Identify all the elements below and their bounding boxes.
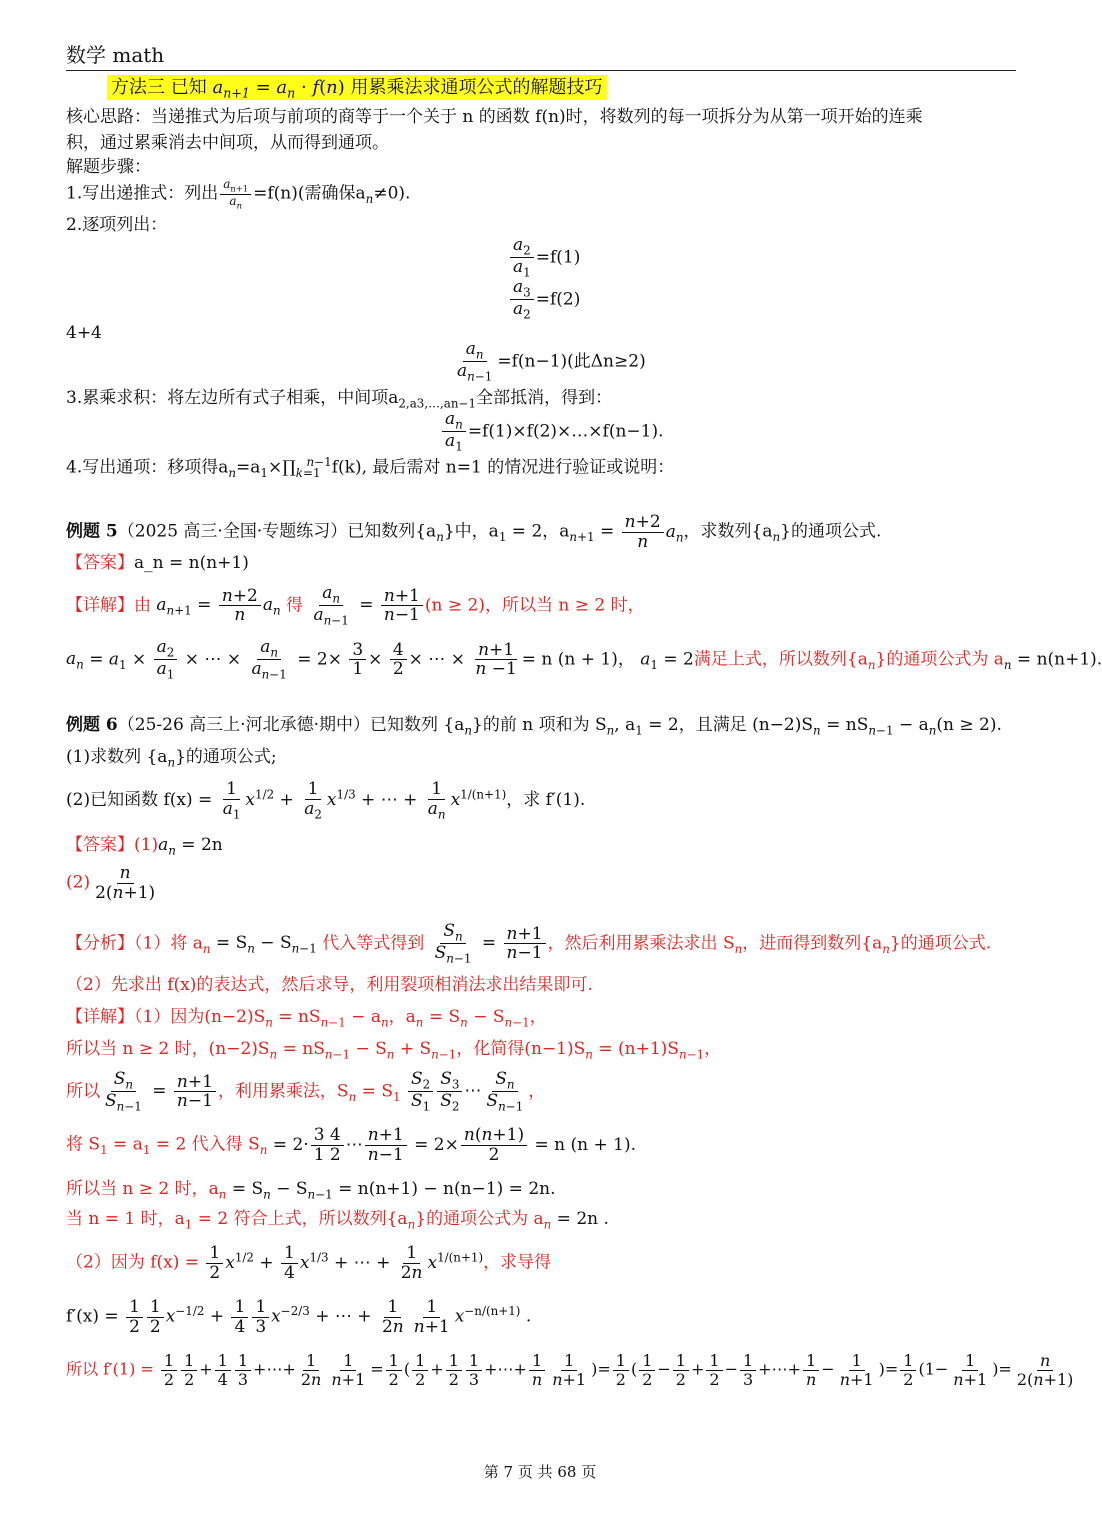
header-rule — [66, 70, 1016, 71]
page-footer: 第 7 页 共 68 页 — [483, 1463, 597, 1481]
example6-answer1: 【答案】$(1)a_n = 2n$ — [66, 835, 223, 858]
equation-2: $\frac{a_3}{a_2}$ =f(2) — [508, 278, 580, 322]
page-header: 数学 math — [66, 43, 165, 67]
example5-stem: 例题 5（2025 高三·全国·专题练习）已知数列$\{a_n\}$中，$a_1 = 2$，$a_{n+1}$ = $\frac{n+2}{n}$ $a_n$，求数列$\{a_n\}$的通项公式. — [66, 512, 882, 552]
example6-answer2: (2) $\frac{n}{2(n+1)}$ — [66, 863, 156, 903]
example6-analysis2: （2）先求出 f(x)的表达式，然后求导，利用裂项相消法求出结果即可. — [66, 975, 593, 995]
example6-detail1: 【详解】（1）因为$(n-2)S_n = nS_{n-1} - a_n$，$a_n = S_n - S_{n-1}$， — [66, 1007, 547, 1030]
step-3: 3.累乘求积：将左边所有式子相乘，中间项$a_{2,a3,\dots,an-1}$全部抵消，得到： — [66, 388, 613, 411]
core-idea-2: 积，通过累乘消去中间项，从而得到通项。 — [66, 133, 389, 153]
equation-4: $\frac{a_n}{a_1}$ =f(1)×f(2)×…×f(n−1). — [440, 410, 664, 454]
method-prefix: 方法三 已知 — [111, 77, 207, 98]
method-suffix: 用累乘法求通项公式的解题技巧 — [350, 77, 603, 98]
example6-detail3: 所以 $\frac{S_n}{S_{n-1}}$ = $\frac{n+1}{n-1}$ ，利用累乘法，$S_n = S_1$ $\frac{S_2}{S_1}$ $\frac{S_3}{S_2}$ ⋯ $\frac{S_n}{S_{n-1}}$ ， — [66, 1069, 546, 1114]
example5-detail: 【详解】由 $a_{n+1}$ = $\frac{n+2}{n}$ $a_n$ 得 $\frac{a_n}{a_{n-1}}$ = $\frac{n+1}{n-1}$ (n ≥ 2)，所以当 n ≥ 2 时， — [66, 583, 645, 628]
example6-detail6: 当 n = 1 时，$a_1 = 2$ 符合上式，所以数列$\{a_n\}$的通项公式为 $a_n = 2n$ . — [66, 1209, 609, 1232]
steps-title: 解题步骤： — [66, 157, 151, 177]
core-idea-1: 核心思路：当递推式为后项与前项的商等于一个关于 n 的函数 f(n)时，将数列的每一项拆分为从第一项开始的连乘 — [66, 107, 923, 127]
step-4: 4.写出通项：移项得$a_n=a_1\times\prod_{k=1}^{n-1}f(k)$, 最后需对 n=1 的情况进行验证或说明： — [66, 455, 675, 481]
example6-q1: (1)求数列 $\{a_n\}$的通项公式; — [66, 747, 277, 770]
example6-detail4: 将 $S_1 = a_1 = 2$ 代入得 $S_n = 2\cdot$ $\frac{3 4}{1 2}$ ⋯ $\frac{n+1}{n-1}$ = 2× $\frac{n(n+1)}{2}$ = n (n + 1). — [66, 1125, 637, 1165]
example5-answer-formula: a_n = n(n+1) — [134, 553, 249, 573]
equation-3: $\frac{a_n}{a_{n-1}}$ =f(n−1)(此Δn≥2) — [457, 339, 646, 384]
example6-detail7: （2）因为 f(x) = $\frac{1}{2}$ $x^{1/2}$ + $\frac{1}{4}$ $x^{1/3}$ + ⋯ + $\frac{1}{2n}$ $x^{1/(n+1)}$，求导得 — [66, 1243, 552, 1283]
step-1: 1.写出递推式：列出 $\frac{a_{n+1}}{a_n}$ =f(n)(需确保$a_n\ne 0$). — [66, 177, 411, 211]
example6-q2: (2)已知函数 f(x) = $\frac{1}{a_1}$ $x^{1/2}$ + $\frac{1}{a_2}$ $x^{1/3}$ + ⋯ + $\frac{1}{a_n}$ $x^{1/(n+1)}$，求 f′(1). — [66, 779, 586, 822]
stray-text: 4+4 — [66, 323, 102, 343]
example6-stem: 例题 6（25-26 高三上·河北承德·期中）已知数列 $\{a_n\}$的前 n 项和为 $S_n$, $a_1 = 2$，且满足 $(n-2)S_n = nS_{n-1} - a_n(n \ge 2)$. — [66, 715, 1002, 738]
example6-detail5: 所以当 n ≥ 2 时，$a_n = S_n - S_{n-1} = n(n+1) - n(n-1) = 2n$. — [66, 1179, 556, 1202]
example6-analysis1: 【分析】（1）将 $a_n = S_n - S_{n-1}$ 代入等式得到 $\frac{S_n}{S_{n-1}}$ = $\frac{n+1}{n-1}$ ，然后利用累乘法求出 $S_n$，进而得到数列$\{a_n\}$的通项公式. — [66, 921, 992, 966]
equation-1: $\frac{a_2}{a_1}$ =f(1) — [508, 236, 580, 280]
step-2: 2.逐项列出： — [66, 215, 168, 235]
example6-detail9: 所以 f′(1) = $\frac{1}{2}$ $\frac{1}{2}$ + $\frac{1}{4}$ $\frac{1}{3}$ +⋯+ $\frac{1}{2n}$ $\frac{1}{n+1}$ = $\frac{1}{2}$ ( $\frac{1}{2}$ + $\frac{1}{2}$ $\frac{1}{3}$ +⋯+ $\frac{1}{n}$ $\frac{1}{n+1}$ )= $\frac{1}{2}$ ( $\frac{1}{2}$ − $\frac{1}{2}$ + $\frac{1}{2}$ − $\frac{1}{3}$ +⋯+ $\frac{1}{n}$ − $\frac{1}{n+1}$ )= $\frac{1}{2}$ (1− $\frac{1}{n+1}$ )= $\frac{n}{2(n+1)}$ — [66, 1351, 1074, 1389]
example6-detail2: 所以当 n ≥ 2 时，$(n-2)S_n = nS_{n-1} - S_n + S_{n-1}$，化简得$(n-1)S_n = (n+1)S_{n-1}$， — [66, 1039, 722, 1062]
example5-product: $a_n = a_1$ × $\frac{a_2}{a_1}$ × ⋯ × $\frac{a_n}{a_{n-1}}$ = 2× $\frac{3}{1}$ × $\frac{4}{2}$ × ⋯ × $\frac{n+1}{n -1}$ = n (n + 1)， $a_1 = 2$满足上式，所以数列$\{a_n\}$的通项公式为 $a_n = n(n+1)$. — [66, 637, 1102, 682]
example5-answer: 【答案】a_n = n(n+1) — [66, 553, 249, 573]
example6-detail8: f′(x) = $\frac{1}{2}$ $\frac{1}{2}$ $x^{-1/2}$ + $\frac{1}{4}$ $\frac{1}{3}$ $x^{-2/3}$ + ⋯ + $\frac{1}{2n}$ $\frac{1}{n+1}$ $x^{-n/(n+1)}$ . — [66, 1297, 532, 1337]
method-title: 方法三 已知 $a_{n+1} = a_n \cdot f(n)$ 用累乘法求通项公式的解题技巧 — [107, 76, 607, 102]
